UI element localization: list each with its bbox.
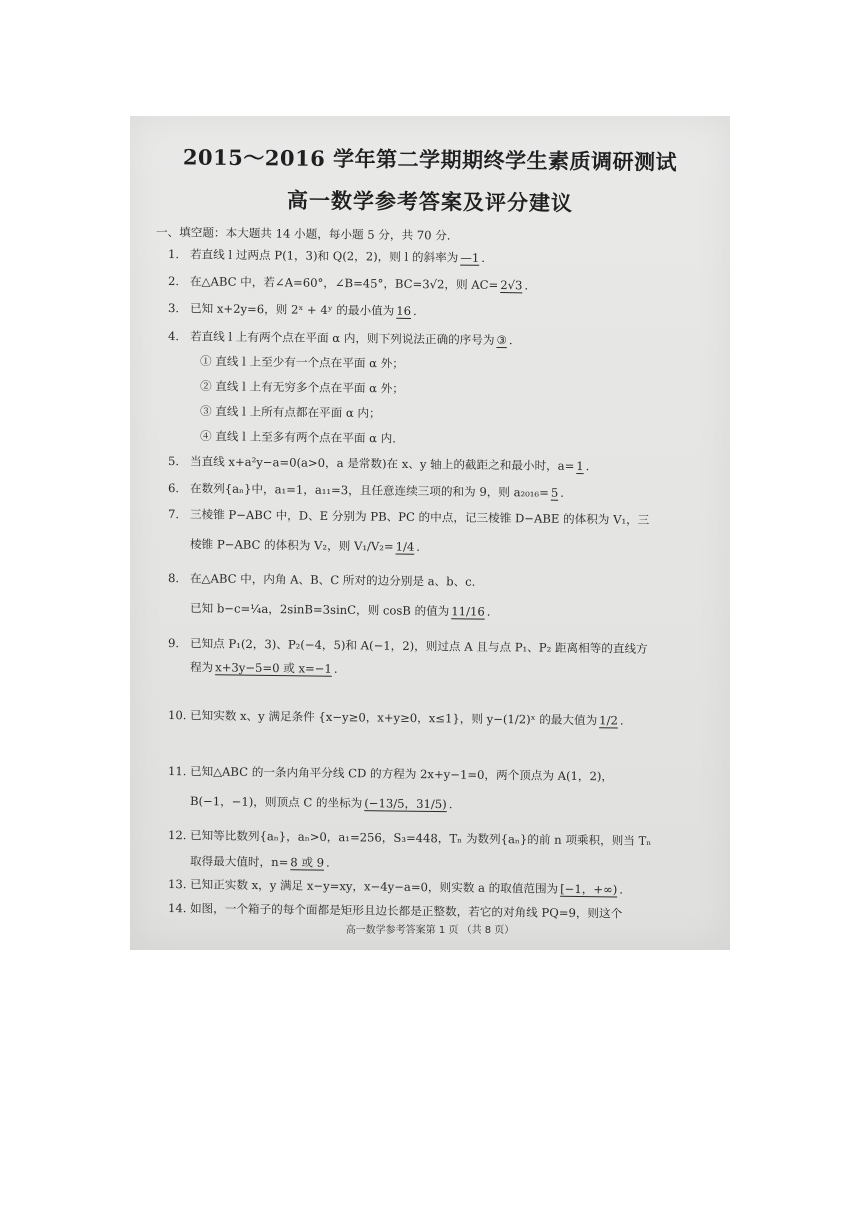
answer-blank: 2√3: [500, 278, 523, 293]
question-line: 14. 如图，一个箱子的每个面都是矩形且边长都是正整数，若它的对角线 PQ=9，则这个: [167, 901, 623, 921]
answer-blank: 8 或 9: [290, 855, 325, 870]
question-line: 7. 三棱锥 P−ABC 中，D、E 分别为 PB、PC 的中点，记三棱锥 D−ABE 的体积为 V₁，三: [167, 507, 650, 527]
answer-blank: 16: [396, 303, 412, 318]
question-line: 程为 x+3y−5=0 或 x=−1 .: [189, 660, 338, 676]
question-line: 13. 已知正实数 x，y 满足 x−y=xy，x−4y−a=0，则实数 a 的取值范围为 [−1，+∞) .: [167, 877, 624, 897]
question-line: 6. 在数列{aₙ}中，a₁=1，a₁₁=3，且任意连续三项的和为 9，则 a₂₀₁₆= 5 .: [167, 481, 565, 500]
question-line: 5. 当直线 x+a²y−a=0(a>0，a 是常数)在 x、y 轴上的截距之和最小时，a= 1 .: [167, 454, 590, 474]
option-line: ② 直线 l 上有无穷多个点在平面 α 外；: [199, 379, 404, 396]
question-line: 11. 已知△ABC 的一条内角平分线 CD 的方程为 2x+y−1=0，两个顶点为 A(1，2)，: [167, 764, 614, 784]
question-line: 12. 已知等比数列{aₙ}，aₙ>0，a₁=256，S₃=448，Tₙ 为数列{aₙ}的前 n 项乘积，则当 Tₙ: [167, 828, 652, 848]
question-line: 2. 在△ABC 中，若∠A=60°，∠B=45°，BC=3√2，则 AC= 2√3 .: [167, 274, 529, 293]
question-line: 3. 已知 x+2y=6，则 2ˣ + 4ʸ 的最小值为 16 .: [167, 301, 417, 319]
question-line: 9. 已知点 P₁(2，3)、P₂(−4，5)和 A(−1，2)，则过点 A 且与点 P₁、P₂ 距离相等的直线方: [167, 636, 648, 656]
answer-blank: [−1，+∞): [560, 881, 618, 897]
question-line: B(−1，−1)，则顶点 C 的坐标为 (−13/5，31/5) .: [189, 794, 453, 812]
document-photo: [130, 116, 730, 950]
question-line: 棱锥 P−ABC 的体积为 V₂，则 V₁/V₂= 1/4 .: [189, 537, 421, 554]
exam-title: 2015～2016 学年第二学期期终学生素质调研测试: [182, 144, 678, 175]
answer-blank: —1: [460, 250, 480, 265]
question-line: 取得最大值时，n= 8 或 9 .: [189, 854, 330, 870]
answer-blank: 11/16: [451, 604, 485, 619]
question-line: 已知 b−c=¼a，2sinB=3sinC，则 cosB 的值为 11/16 .: [189, 601, 491, 619]
answer-blank: 1/4: [395, 539, 415, 554]
section-header: 一、填空题：本大题共 14 小题，每小题 5 分，共 70 分.: [155, 225, 451, 243]
answer-blank: 1/2: [599, 713, 618, 728]
question-line: 8. 在△ABC 中，内角 A、B、C 所对的边分别是 a、b、c.: [167, 571, 476, 589]
answer-blank: ③: [496, 333, 507, 348]
question-line: 10. 已知实数 x、y 满足条件 {x−y≥0，x+y≥0，x≤1}，则 y−(1/2)ˣ 的最大值为 1/2 .: [167, 708, 624, 728]
page-footer: 高一数学参考答案第 1 页 （共 8 页）: [345, 925, 515, 936]
question-line: 1. 若直线 l 过两点 P(1，3)和 Q(2，2)，则 l 的斜率为 —1 .: [167, 247, 486, 265]
option-line: ① 直线 l 上至少有一个点在平面 α 外；: [199, 354, 404, 371]
option-line: ④ 直线 l 上至多有两个点在平面 α 内.: [199, 429, 397, 446]
answer-blank: 5: [550, 485, 559, 500]
option-line: ③ 直线 l 上所有点都在平面 α 内；: [199, 404, 381, 421]
answer-blank: x+3y−5=0 或 x=−1: [215, 660, 332, 676]
answer-key-subtitle: 高一数学参考答案及评分建议: [286, 187, 574, 216]
answer-blank: (−13/5，31/5): [364, 796, 447, 812]
question-line: 4. 若直线 l 上有两个点在平面 α 内，则下列说法正确的序号为 ③ .: [167, 329, 513, 348]
answer-blank: 1: [576, 458, 584, 474]
